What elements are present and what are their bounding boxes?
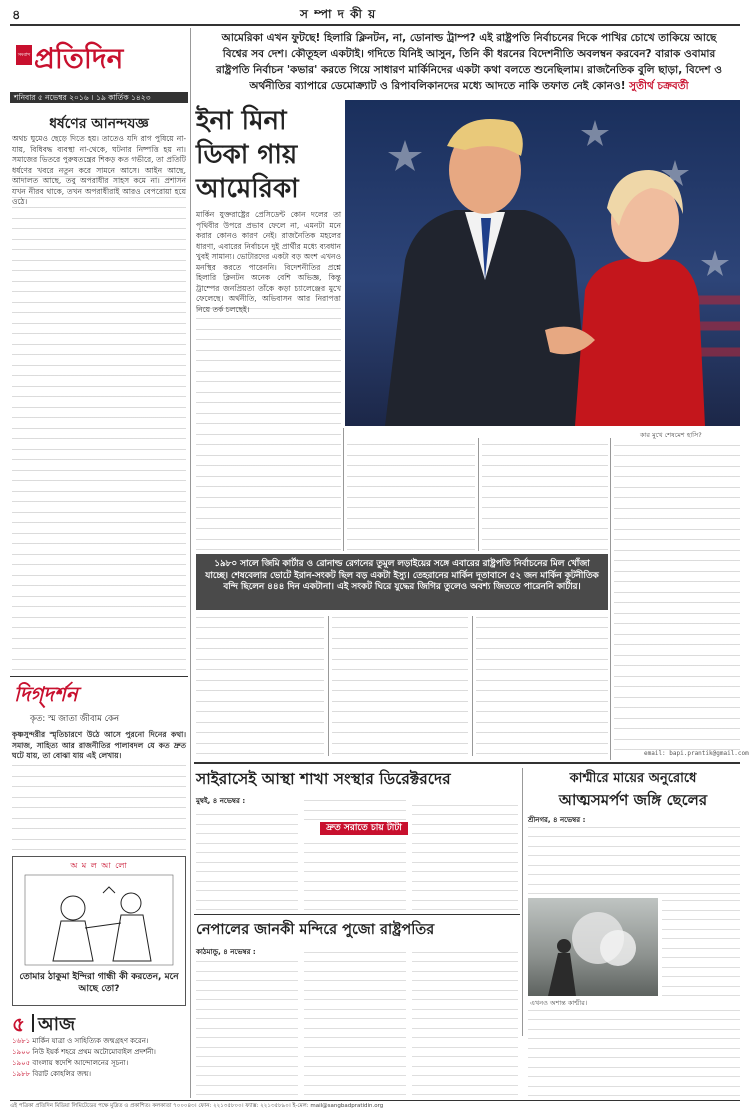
story3-lower-lines (528, 1008, 740, 1096)
section-separator (194, 762, 740, 764)
lead-body-col3-lines (482, 438, 608, 550)
today-event-text: নিউ ইয়র্ক শহরে প্রথম অটোমোবাইল প্রদর্শনী। (32, 1048, 156, 1056)
masthead-name: প্রতিদিন (34, 42, 124, 75)
lead-author: সুতীর্থ চক্রবর্তী (629, 80, 689, 92)
cartoon-box (12, 856, 186, 1006)
lead-headline-line: ইনা মিনা (196, 106, 287, 136)
editorial-title: ধর্ষণের আনন্দযজ্ঞ (49, 116, 149, 132)
lead-intro-line: বিশ্বের সব দেশ। কৌতূহল একটাই। গদিতে যিনিই আসুন, তিনি কী ধরনের বিদেশনীতি অবলম্বন করবেন? বারাক ওবামার (222, 48, 716, 60)
digdarshan-text-lines (12, 762, 186, 850)
lead-photo-art (345, 100, 740, 426)
lead-lower-col1-lines (196, 616, 324, 754)
pullquote-box (196, 554, 608, 610)
today-section (10, 1010, 188, 1088)
lower-col-divider (472, 616, 473, 756)
lead-body-col4-lines (614, 438, 740, 750)
story3-lines (528, 826, 740, 894)
lead-intro-line: আমেরিকা এখন ফুটছে! হিলারি ক্লিনটন, না, ডোনাল্ড ট্রাম্প? এই রাষ্ট্রপতি নির্বাচনের দিকে পাখির চোখে তাকিয়ে আছে (221, 32, 717, 44)
today-event-year: ১৯০০ (12, 1048, 31, 1056)
section-title: স ম্পা দ কী য় (300, 7, 377, 21)
left-column-divider (190, 28, 191, 1098)
story2-col3-lines (412, 796, 518, 910)
digdarshan-rule (10, 676, 188, 677)
lead-headline-line: ডিকা গায় (196, 140, 298, 170)
story3-col2-lines (662, 898, 740, 996)
editorial-text-lines (12, 174, 186, 670)
story4-col1-lines (196, 957, 298, 1095)
lead-col-divider (343, 428, 344, 551)
digdarshan-body: কৃষ্ণসুন্দরীর স্মৃতিচারণে উঠে আসে পুরনো দিনের কথা। সমাজ, সাহিত্য আর রাজনীতির পালাবদল যে কত দ্রুত ঘটে যায়, তা বোঝা যায় এই লেখায়। (12, 730, 186, 760)
story3-headline-top: কাশ্মীরে মায়ের অনুরোধে (569, 771, 697, 786)
lead-body-col1-lines (196, 306, 341, 550)
email-credit: email: bapi.prantik@gmail.com (644, 750, 749, 757)
masthead-dateline: শনিবার ৫ নভেম্বর ২০১৬ । ১৯ কার্তিক ১৪২৩ (10, 92, 188, 103)
header-rule (10, 24, 740, 26)
today-label: আজ (38, 1014, 76, 1035)
story2-col2b-lines (304, 840, 406, 910)
today-event-text: মার্কিন যাত্রা ও সাহিত্যিক জন্মগ্রহণ করেন। (32, 1037, 149, 1045)
lead-col-divider (610, 438, 611, 760)
story2-col1-lines (196, 806, 298, 910)
lead-col-divider (478, 438, 479, 551)
cartoon-label: অ ম ল আ লো (70, 861, 128, 870)
today-event-text: বাংলায় স্বদেশি আন্দোলনের সূচনা। (32, 1059, 129, 1067)
today-event (12, 1069, 188, 1080)
story3-photo-art (528, 898, 658, 996)
footer-rule (10, 1100, 740, 1101)
lead-intro-line: অর্থনীতির ব্যাপারে ডেমোক্র্যাট ও রিপাবলিকানদের মধ্যে আদতে নাকি তফাত নেই কোনও! (249, 80, 626, 92)
today-event-text: বিরাট কোহলির জন্ম। (32, 1070, 92, 1078)
lead-photo-caption: কার মুখে শেষমেশ হাসি? (640, 431, 702, 439)
story2-dateline: মুম্বই, ৪ নভেম্বর : (196, 797, 246, 805)
today-day: ৫ (12, 1012, 25, 1036)
lead-lower-col2-lines (332, 616, 468, 754)
story3-dateline: শ্রীনগর, ৪ নভেম্বর : (528, 816, 586, 824)
masthead-badge: সংবাদ (16, 45, 32, 65)
today-divider (32, 1014, 34, 1032)
story3-photo-caption: এখনও অশান্ত কাশ্মীর। (530, 999, 588, 1007)
today-events (12, 1036, 188, 1080)
story2-headline: সাইরাসেই আস্থা শাখা সংস্থার ডিরেক্টরদের (196, 770, 451, 788)
story4-dateline: কাঠমান্ডু, ৪ নভেম্বর : (196, 948, 256, 956)
lead-intro (198, 30, 740, 94)
today-event (12, 1036, 188, 1047)
lead-lower-col3-lines (476, 616, 608, 754)
pullquote-text: ১৯৮০ সালে জিমি কার্টার ও রোনাল্ড রেগনের তুমুল লড়াইয়ের সঙ্গে এবারের রাষ্ট্রপতি নির্বাচনের মিল খোঁজা যাচ্ছে। শেষবেলার ভোটে ইরান-সংকট ছিল বড় একটা ইস্যু। তেহরানের মার্কিন দূতাবাসে ৫২ জন মার্কিন কূটনীতিক বন্দি ছিলেন ৪৪৪ দিন একটানা। এই সংকট ঘিরে যুদ্ধের জিগির তুলেও অবশ্য জিততে পারেননি কার্টার। (205, 559, 599, 592)
editorial-body: অথচ ঘুমেও ছেড়ে দিতে হয়। তাতেও যদি রাগ পুষিয়ে না-যায়, বিধিবদ্ধ ব্যবস্থা না-থেকে, ঘটনার নিষ্পত্তি হয় না। সমাজের ভিতরে পুরুষতন্ত্রের শিকড় কত গভীরে, তা প্রতিটি ধর্ষণের খবরে নতুন করে সামনে আসে। আইন আছে, আদালত আছে, তবু অপরাধীর সাহস কমে না। প্রশাসন যখন নীরব থাকে, তখন অপরাধীরাই আরও বেপরোয়া হয়ে ওঠে। (12, 134, 186, 206)
lead-body-col2-lines (347, 438, 475, 550)
cartoon-caption: তোমার ঠাকুমা ইন্দিরা গান্ধী কী করতেন, মনে আছে তো? (19, 972, 179, 994)
story3-headline-bottom: আত্মসমর্পণ জঙ্গি ছেলের (558, 791, 708, 809)
today-event-year: ১৬৮১ (12, 1037, 31, 1045)
lower-col-divider (328, 616, 329, 756)
story2-col2-lines (304, 796, 406, 820)
page-number: ৪ (12, 8, 21, 23)
lead-headline-line: আমেরিকা (196, 174, 299, 204)
today-event-year: ১৯৮৮ (12, 1070, 31, 1078)
lead-photo (345, 100, 740, 426)
cartoon-drawing (23, 873, 175, 967)
lead-body-col1-text: মার্কিন যুক্তরাষ্ট্রের প্রেসিডেন্ট কোন দলের তা পৃথিবীর উপরে প্রভাব ফেলে না, এমনটা মনে করার কোনও কারণ নেই। রাজনৈতিক মহলের ধারণা, এবারের নির্বাচনে দুই প্রার্থীর মধ্যে ব্যবধান খুবই সামান্য। ভোটারদের একটা বড় অংশ এখনও মনস্থির করতে পারেননি। বিদেশনীতির প্রশ্নে হিলারি ক্লিনটন অনেক বেশি অভিজ্ঞ, কিন্তু ট্রাম্পের জনপ্রিয়তা তাঁকে কড়া চ্যালেঞ্জের মুখে ফেলেছে। অর্থনীতি, অভিবাসন আর নিরাপত্তা নিয়ে তর্ক চলছেই। (196, 210, 341, 314)
lead-intro-line: রাষ্ট্রপতি নির্বাচন 'কভার' করতে গিয়ে সাধারণ মার্কিনিদের একটা কথা বলতে শুনেছিলাম। রাজনৈতিক বুলি ছাড়া, বিদেশ ও (215, 64, 723, 76)
story3-photo (528, 898, 658, 996)
today-event-year: ১৯০৫ (12, 1059, 31, 1067)
story4-col2-lines (304, 946, 406, 1095)
lead-headline (196, 104, 341, 206)
story-divider (522, 768, 523, 1036)
story4-headline: নেপালের জানকী মন্দিরে পুজো রাষ্ট্রপতির (196, 922, 435, 938)
story4-col3-lines (412, 946, 518, 1095)
today-event (12, 1058, 188, 1069)
digdarshan-title: দিগ্‌দর্শন (14, 682, 78, 706)
digdarshan-byline: কৃত: স্ম জাতা জীবাম কেন (30, 714, 120, 724)
masthead (10, 33, 188, 89)
story4-rule (194, 914, 520, 915)
today-event (12, 1047, 188, 1058)
footer-imprint: এই পত্রিকা প্রতিদিন মিডিয়া লিমিটেডের পক্ষে মুদ্রিত ও প্রকাশিত। কলকাতা ৭০০০৪৩। ফোন: ২২১৩৫৮০০। ফ্যাক্স: ২২১৩৫৮৯০। ই-মেল: mail@sangbadpratidin.org (10, 1103, 384, 1109)
story2-subhead: দ্রুত সরাতে চায় টাটা (320, 822, 408, 835)
